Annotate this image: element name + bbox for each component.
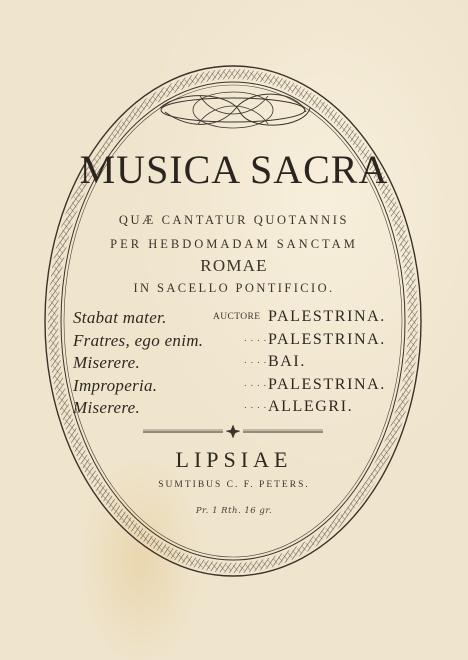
work-title: Miserere.: [73, 398, 141, 417]
subtitle-line: QUÆ CANTATUR QUOTANNIS: [118, 213, 350, 227]
subtitle-line-romae: ROMAE: [200, 256, 268, 275]
work-title: Fratres, ego enim.: [73, 330, 204, 350]
list-item: [73, 353, 403, 376]
list-item: [73, 376, 403, 399]
composer-name: ALLEGRI.: [268, 398, 354, 415]
flourish-ornament: [160, 92, 310, 128]
work-title: Improperia.: [73, 375, 158, 395]
leader-dots: . . . .: [244, 355, 267, 365]
place-of-publication: LIPSIAE: [175, 447, 293, 472]
page-title: MUSICA SACRA: [79, 147, 389, 192]
work-title: Miserere.: [73, 353, 141, 372]
list-item: [73, 331, 403, 354]
author-prefix: AUCTORE: [213, 312, 261, 322]
divider-rule: [143, 425, 323, 438]
subtitle-line: IN SACELLO PONTIFICIO.: [133, 281, 335, 295]
list-item: [73, 398, 403, 421]
composer-name: PALESTRINA.: [268, 330, 386, 348]
leader-dots: . . . .: [244, 400, 267, 410]
leader-dots: . . . .: [244, 377, 267, 388]
work-title: Stabat mater.: [73, 308, 167, 327]
works-list: [73, 308, 403, 421]
list-item: [73, 308, 403, 331]
composer-name: PALESTRINA.: [268, 308, 386, 325]
leader-dots: . . . .: [244, 332, 267, 343]
subtitle-line: PER HEBDOMADAM SANCTAM: [110, 237, 358, 251]
composer-name: PALESTRINA.: [268, 375, 386, 393]
publisher-line: SUMTIBUS C. F. PETERS.: [158, 480, 310, 490]
price-line: Pr. 1 Rth. 16 gr.: [195, 506, 273, 516]
composer-name: BAI.: [268, 353, 306, 370]
